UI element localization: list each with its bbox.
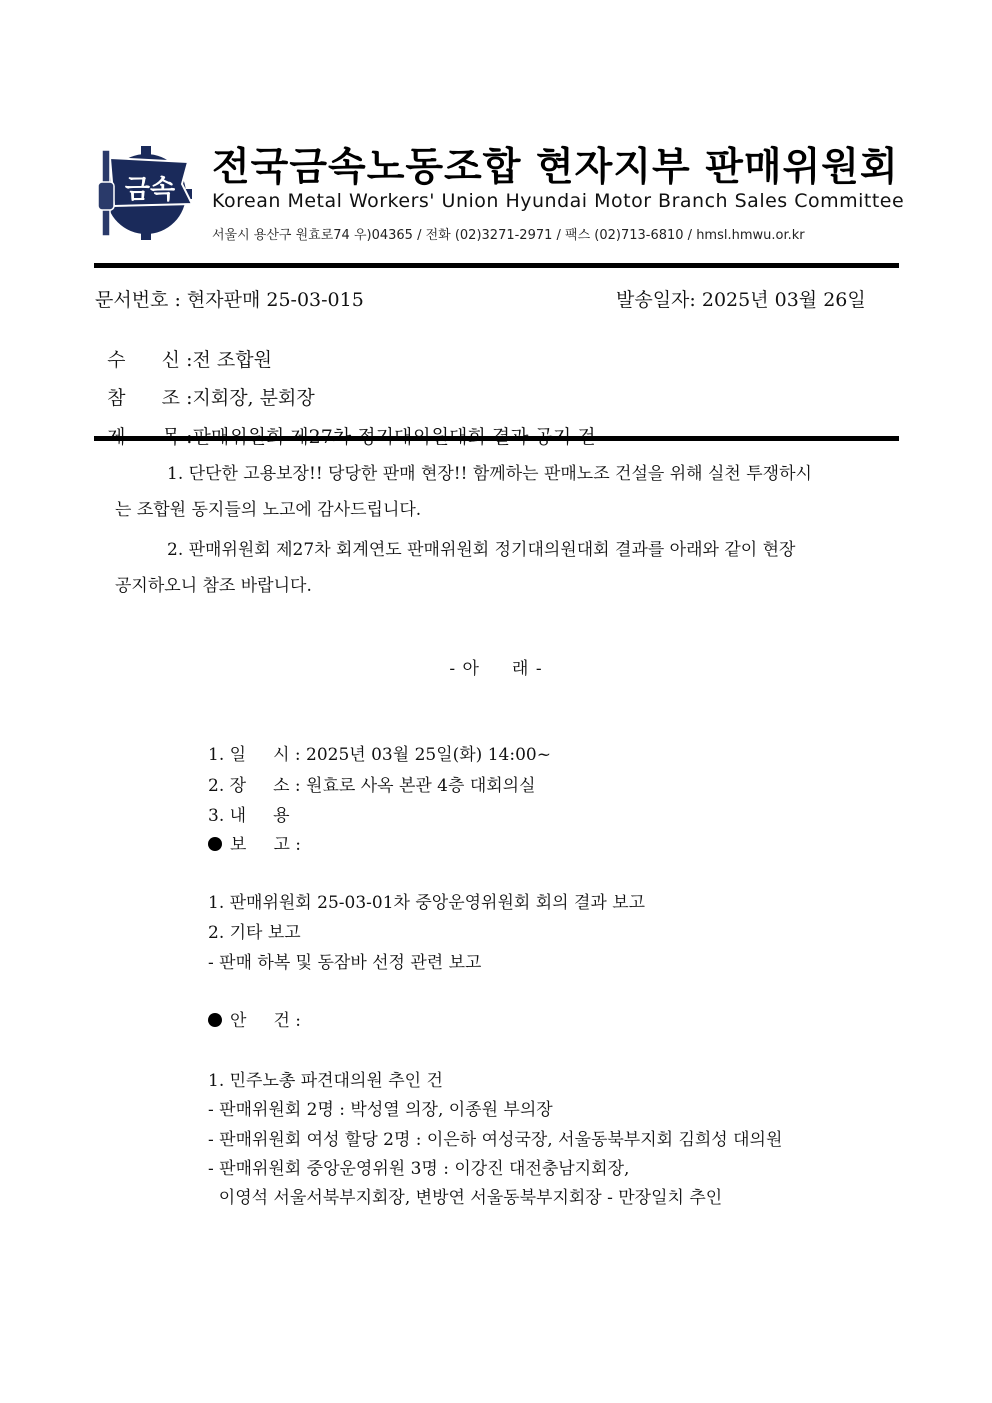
svg-text:금속: 금속 [124, 175, 176, 205]
subject-row [95, 400, 596, 449]
report-item: 1. 판매위원회 25-03-01차 중앙운영위원회 회의 결과 보고 [208, 893, 646, 913]
meeting-place: 2. 장 소 : 원효로 사옥 본관 4층 대회의실 [208, 776, 536, 796]
organization-english-name: Korean Metal Workers' Union Hyundai Motor Branch Sales Committee [212, 190, 905, 212]
agenda-item: 1. 민주노총 파견대의원 추인 건 [208, 1071, 443, 1091]
send-date-row [616, 285, 866, 312]
agenda-item: - 판매위원회 중앙운영위원 3명 : 이강진 대전충남지회장, [208, 1159, 630, 1179]
agenda-bullet-icon [208, 1013, 222, 1027]
doc-number-value: 현자판매 25-03-015 [186, 289, 364, 311]
greeting-paragraph [115, 456, 900, 528]
notice-line-1: 2. 판매위원회 제27차 회계연도 판매위원회 정기대의원대회 결과를 아래와 같이 현장 [167, 540, 796, 560]
notice-line-2: 공지하오니 참조 바랍니다. [115, 576, 312, 596]
header-divider-bottom [94, 436, 899, 441]
send-date-value: 2025년 03월 26일 [701, 289, 866, 311]
agenda-item: - 판매위원회 2명 : 박성열 의장, 이종원 부의장 [208, 1100, 553, 1120]
report-item: - 판매 하복 및 동잠바 선정 관련 보고 [208, 953, 482, 973]
recipient-label: 수 신 : [107, 349, 193, 371]
agenda-item: - 판매위원회 여성 할당 2명 : 이은하 여성국장, 서울동북부지회 김희성 대의원 [208, 1130, 783, 1150]
meeting-content-label: 3. 내 용 [208, 806, 290, 826]
organization-title: 전국금속노동조합 현자지부 판매위원회 [212, 145, 899, 190]
report-item: 2. 기타 보고 [208, 923, 301, 943]
doc-number-label: 문서번호 : [95, 289, 181, 311]
union-logo [96, 140, 196, 240]
agenda-heading-label: 안 건 : [230, 1011, 301, 1031]
reference-value: 지회장, 분회장 [192, 387, 315, 409]
header-divider-top [94, 263, 899, 268]
agenda-heading [208, 1006, 301, 1031]
send-date-label: 발송일자: [616, 289, 696, 311]
meeting-datetime: 1. 일 시 : 2025년 03월 25일(화) 14:00~ [208, 745, 551, 765]
notice-paragraph [115, 532, 900, 604]
doc-number-row [95, 285, 364, 312]
notice-heading: - 아 래 - [449, 659, 543, 679]
agenda-item: 이영석 서울서북부지회장, 변방연 서울동북부지회장 - 만장일치 추인 [208, 1188, 723, 1208]
greeting-line-1: 1. 단단한 고용보장!! 당당한 판매 현장!! 함께하는 판매노조 건설을 위해 실천 투쟁하시 [167, 464, 812, 484]
report-bullet-icon [208, 837, 222, 851]
report-heading [208, 830, 301, 855]
reference-label: 참 조 : [107, 387, 193, 409]
report-heading-label: 보 고 : [230, 835, 301, 855]
organization-address: 서울시 용산구 원효로74 우)04365 / 전화 (02)3271-2971 / 팩스 (02)713-6810 / hmsl.hmwu.or.kr [212, 228, 805, 243]
recipient-value: 전 조합원 [192, 349, 272, 371]
greeting-line-2: 는 조합원 동지들의 노고에 감사드립니다. [115, 500, 422, 520]
